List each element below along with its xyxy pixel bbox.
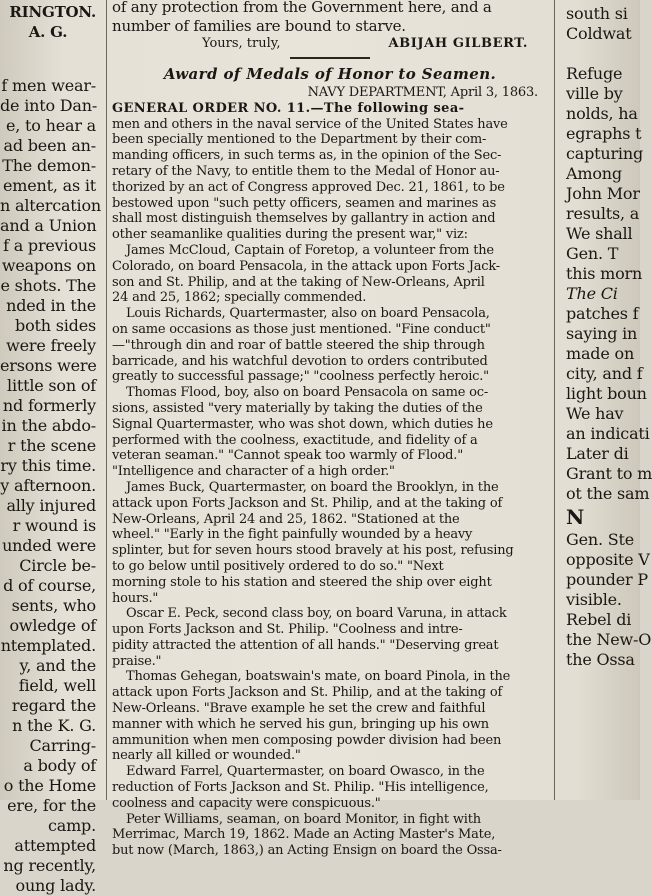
text-line: little son of: [7, 376, 96, 395]
column-rule: [106, 0, 107, 800]
text-line: y afternoon.: [0, 476, 96, 495]
text-line: were freely: [6, 336, 96, 355]
text-line: retary of the Navy, to entitle them to the Medal of Honor au-: [112, 163, 500, 179]
text-line: GENERAL ORDER NO. 11.—The following sea-: [112, 100, 465, 116]
text-line: camp.: [47, 816, 96, 835]
text-line: nded in the: [6, 296, 96, 315]
text-line: Peter Williams, seaman, on board Monitor, in fight with: [126, 811, 481, 827]
signature-name: ABIJAH GILBERT.: [388, 36, 528, 51]
text-line: greatly to successful passage;" "coolness perfectly heroic.": [112, 369, 489, 385]
text-line: f men wear-: [1, 76, 96, 95]
text-line: wheel." "Early in the fight painfully wounded by a heavy: [112, 527, 473, 543]
right-column-body: [560, 4, 652, 670]
text-line: n altercation: [0, 196, 101, 215]
text-line: nolds, ha: [566, 104, 638, 123]
text-line: Gen. T: [566, 244, 619, 263]
text-line: but now (March, 1863,) an Acting Ensign on board the Ossa-: [112, 843, 502, 859]
text-line: on same occasions as those just mentioned. "Fine conduct": [112, 321, 491, 337]
text-line: ally injured: [6, 496, 96, 515]
text-line: Louis Richards, Quartermaster, also on board Pensacola,: [126, 306, 490, 322]
signature-closing: Yours, truly,: [202, 36, 281, 51]
text-line: ement, as it: [3, 176, 96, 195]
text-line: Thomas Gehegan, boatswain's mate, on board Pinola, in the: [126, 669, 511, 685]
text-line: saying in: [566, 324, 638, 343]
text-line: made on: [566, 344, 635, 363]
letter-signature: [112, 36, 548, 51]
text-line: Among: [566, 164, 622, 183]
text-line: James McCloud, Captain of Foretop, a volunteer from the: [126, 242, 494, 258]
text-line: the Ossa: [566, 650, 635, 669]
text-line: Rebel di: [566, 610, 632, 629]
text-line: pidity attracted the attention of all hands." "Deserving great: [112, 637, 499, 653]
left-column-body: [0, 76, 100, 896]
text-line: "Intelligence and character of a high order.": [112, 464, 395, 480]
text-line: son and St. Philip, and at the taking of New-Orleans, April: [112, 274, 485, 290]
text-line: ng recently,: [3, 856, 96, 875]
text-line: hours.": [112, 590, 159, 606]
text-line: e, to hear a: [6, 116, 96, 135]
text-line: manner with which he served his gun, bringing up his own: [112, 716, 489, 732]
text-line: a body of: [23, 756, 96, 775]
text-line: regard the: [11, 696, 96, 715]
text-line: an indicati: [566, 424, 650, 443]
text-line: Coldwat: [566, 24, 632, 43]
text-line: Oscar E. Peck, second class boy, on board Varuna, in attack: [126, 606, 507, 622]
text-line: light boun: [566, 384, 647, 403]
text-line: Thomas Flood, boy, also on board Pensacola on same oc-: [126, 385, 489, 401]
right-column: [560, 0, 652, 800]
text-line: Refuge: [566, 64, 623, 83]
text-line: James Buck, Quartermaster, on board the Brooklyn, in the: [126, 479, 499, 495]
text-line: unded were: [2, 536, 96, 555]
text-line: patches f: [566, 304, 639, 323]
text-line: sents, who: [11, 596, 96, 615]
text-line: r wound is: [12, 516, 96, 535]
text-line: visible.: [566, 590, 622, 609]
text-line: n the K. G.: [12, 716, 96, 735]
text-line: praise.": [112, 653, 162, 669]
text-line: thorized by an act of Congress approved Dec. 21, 1861, to be: [112, 179, 505, 195]
text-line: John Mor: [566, 184, 640, 203]
text-line: nearly all killed or wounded.": [112, 748, 301, 764]
text-line: Colorado, on board Pensacola, in the attack upon Forts Jack-: [112, 258, 500, 274]
text-line: weapons on: [1, 256, 96, 275]
article-heading: Award of Medals of Honor to Seamen.: [163, 65, 497, 83]
text-line: upon Forts Jackson and St. Philip. "Coolness and intre-: [112, 622, 463, 638]
text-line: field, well: [18, 676, 96, 695]
text-line: this morn: [566, 264, 643, 283]
text-line: south si: [566, 4, 628, 23]
text-line: other seamanlike qualities during the present war," viz:: [112, 227, 468, 243]
text-line: reduction of Forts Jackson and St. Philip. "His intelligence,: [112, 780, 489, 796]
text-line: veteran seaman." "Cannot speak too warmly of Flood.": [112, 448, 463, 464]
text-line: the New-O: [566, 630, 652, 649]
text-line: men and others in the naval service of the United States have: [112, 116, 508, 132]
text-line: results, a: [566, 204, 640, 223]
text-line: de into Dan-: [0, 96, 98, 115]
text-line: oung lady.: [15, 876, 96, 895]
text-line: number of families are bound to starve.: [112, 17, 406, 35]
text-line: The demon-: [2, 156, 96, 175]
text-line: both sides: [15, 316, 96, 335]
text-line: splinter, but for seven hours stood bravely at his post, refusing: [112, 543, 514, 559]
text-line: We hav: [566, 404, 624, 423]
section-divider: [290, 57, 370, 59]
text-line: attack upon Forts Jackson and St. Philip, and at the taking of: [112, 685, 503, 701]
text-line: y, and the: [19, 656, 96, 675]
text-line: barricade, and his watchful devotion to orders contributed: [112, 353, 488, 369]
text-line: ere, for the: [7, 796, 96, 815]
left-column-heading: RINGTON.: [9, 3, 96, 21]
text-line: The Ci: [566, 284, 618, 303]
text-line: ammunition when men composing powder division had been: [112, 732, 502, 748]
text-line: in the abdo-: [1, 416, 96, 435]
text-line: performed with the coolness, exactitude, and fidelity of a: [112, 432, 478, 448]
text-line: capturing: [566, 144, 643, 163]
text-line: r the scene: [7, 436, 96, 455]
column-rule: [554, 0, 555, 800]
text-line: We shall: [566, 224, 633, 243]
text-line: coolness and capacity were conspicuous.": [112, 795, 381, 811]
text-line: Carring-: [29, 736, 96, 755]
text-line: d of course,: [3, 576, 96, 595]
middle-column: [112, 0, 548, 859]
text-line: Edward Farrel, Quartermaster, on board Owasco, in the: [126, 764, 485, 780]
text-line: ot the sam: [566, 484, 650, 503]
text-line: f a previous: [3, 236, 96, 255]
article-body: [112, 101, 548, 859]
left-column-heading: A. G.: [28, 23, 68, 41]
text-line: Later di: [566, 444, 629, 463]
text-line: opposite V: [566, 550, 650, 569]
left-column: [0, 0, 101, 895]
text-line: city, and f: [566, 364, 643, 383]
text-line: attempted: [14, 836, 96, 855]
text-line: egraphs t: [566, 124, 642, 143]
text-line: attack upon Forts Jackson and St. Philip, and at the taking of: [112, 495, 503, 511]
text-line: ntemplated.: [0, 636, 96, 655]
text-line: [560, 44, 640, 64]
text-line: ersons were: [0, 356, 97, 375]
text-line: New-Orleans. "Brave example he set the crew and faithful: [112, 701, 486, 717]
text-line: ad been an-: [3, 136, 96, 155]
text-line: Grant to m: [566, 464, 652, 483]
text-line: and a Union: [0, 216, 97, 235]
text-line: Circle be-: [19, 556, 96, 575]
text-line: been specially mentioned to the Department by their com-: [112, 132, 487, 148]
text-line: shall most distinguish themselves by gallantry in action and: [112, 211, 496, 227]
text-line: bestowed upon "such petty officers, seamen and marines as: [112, 195, 497, 211]
text-line: Gen. Ste: [566, 530, 634, 549]
text-line: N: [566, 505, 585, 529]
text-line: New-Orleans, April 24 and 25, 1862. "Stationed at the: [112, 511, 460, 527]
text-line: Signal Quartermaster, who was shot down, which duties he: [112, 416, 493, 432]
text-line: nd formerly: [2, 396, 96, 415]
text-line: owledge of: [9, 616, 96, 635]
article-dateline: NAVY DEPARTMENT, April 3, 1863.: [307, 85, 538, 100]
text-line: of any protection from the Government here, and a: [112, 0, 492, 16]
text-line: morning stole to his station and steered the ship over eight: [112, 574, 492, 590]
text-line: 24 and 25, 1862; specially commended.: [112, 290, 367, 306]
text-line: to go below until positively ordered to do so." "Next: [112, 558, 444, 574]
text-line: —"through din and roar of battle steered the ship through: [112, 337, 485, 353]
text-line: e shots. The: [0, 276, 96, 295]
text-line: Merrimac, March 19, 1862. Made an Acting Master's Mate,: [112, 827, 496, 843]
text-line: ry this time.: [0, 456, 96, 475]
text-line: pounder P: [566, 570, 648, 589]
text-line: o the Home: [3, 776, 96, 795]
text-line: sions, assisted "very materially by taking the duties of the: [112, 400, 483, 416]
text-line: ville by: [566, 84, 623, 103]
text-line: manding officers, in such terms as, in the opinion of the Sec-: [112, 148, 502, 164]
